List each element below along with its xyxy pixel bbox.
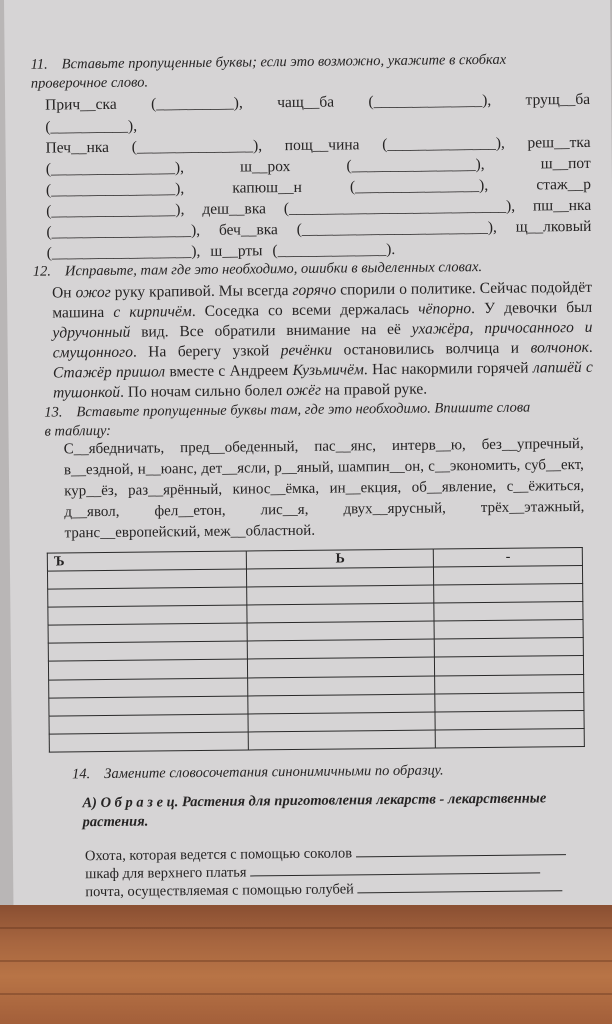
task12-number: 12. <box>32 263 52 280</box>
plain-text: . Соседка со всеми держалась <box>191 300 419 321</box>
table-cell[interactable] <box>47 569 247 589</box>
highlighted-word: горячо <box>292 281 337 299</box>
word: щ__лковый <box>515 217 592 236</box>
table-cell[interactable] <box>435 638 584 658</box>
word: Печ__нка <box>45 138 110 157</box>
task11-row-3 <box>45 134 590 158</box>
blank: (______________), <box>368 91 492 111</box>
table-cell[interactable] <box>436 728 585 748</box>
highlighted-word: лапшёй с тушонкой <box>53 358 593 402</box>
word: ш__рох <box>239 158 291 176</box>
table-cell[interactable] <box>248 712 435 732</box>
task13-word-list: С__ябедничать, пред__обеденный, пас__янс, интерв__ю, без__упречный, в__ездной, н__юанс, дет__ясли, р__яный, шампин__он, с__экономить, суб__ект, кур__ёз, раз__ярённый, кинос__ёмка, ин__екция, об__явление, с__ёжиться, д__явол, фел__етон, лис__я, двух__ярусный, трёх__этажный, транс__европейский, меж__областной. <box>63 435 585 542</box>
task11-title-line2: проверочное слово. <box>30 74 149 92</box>
wooden-desk <box>0 905 612 1024</box>
table-cell[interactable] <box>48 623 248 643</box>
word: капюш__н <box>232 178 302 197</box>
task11-row-5 <box>46 176 591 200</box>
table-cell[interactable] <box>48 605 248 625</box>
table-cell[interactable] <box>48 641 248 661</box>
table-cell[interactable] <box>249 730 436 750</box>
blank: (__________________), <box>46 242 201 262</box>
task14-item-3 <box>85 878 562 901</box>
table-cell[interactable] <box>435 656 584 676</box>
table-cell[interactable] <box>435 710 584 730</box>
blank: (______________). <box>272 240 396 260</box>
table-cell[interactable] <box>247 621 434 641</box>
plain-text: руку крапивой. Мы всегда <box>110 281 293 301</box>
table-cell[interactable] <box>48 659 248 679</box>
task14-item-text: почта, осуществляемая с помощью голубей <box>85 881 354 901</box>
task11-number: 11. <box>30 56 48 73</box>
task11-row-2 <box>45 118 137 137</box>
task11-title-line1: Вставьте пропущенные буквы; если это возможно, укажите в скобках <box>61 51 507 73</box>
highlighted-word: ожог <box>75 283 111 302</box>
table-header-cell: - <box>434 547 583 567</box>
table-cell[interactable] <box>49 696 249 716</box>
table-cell[interactable] <box>434 584 583 604</box>
table-cell[interactable] <box>434 602 583 622</box>
table-cell[interactable] <box>247 585 434 605</box>
plain-text: вместе с Андреем <box>164 361 293 381</box>
answer-line[interactable] <box>250 860 540 876</box>
word: деш__вка <box>202 200 267 218</box>
word: реш__тка <box>527 133 591 152</box>
word: трущ__ба <box>525 90 591 109</box>
highlighted-word: ухажёра, причосанного и смущонного <box>52 318 593 362</box>
blank: (__________), <box>151 94 243 113</box>
task14-number: 14. <box>72 766 91 783</box>
highlighted-word: Кузьмичём <box>292 361 364 379</box>
plain-text: . По ночам сильно болел <box>120 382 287 401</box>
task12-paragraph <box>52 278 593 404</box>
blank: (________________________), <box>296 218 497 238</box>
table-cell[interactable] <box>248 639 435 659</box>
table-cell[interactable] <box>434 566 583 586</box>
blank: (_______________), <box>131 137 263 156</box>
task14-title <box>72 760 612 785</box>
table-cell[interactable] <box>435 674 584 694</box>
table-cell[interactable] <box>434 620 583 640</box>
answer-line[interactable] <box>357 878 562 893</box>
highlighted-word: чёпорно <box>418 300 472 318</box>
word: пощ__чина <box>284 136 360 155</box>
blank: (________________), <box>349 176 489 196</box>
table-cell[interactable] <box>247 603 434 623</box>
worksheet-page <box>4 0 612 918</box>
highlighted-word: с кирпичём <box>113 303 192 321</box>
highlighted-word: Стажёр пришол <box>52 363 166 382</box>
table-cell[interactable] <box>248 694 435 714</box>
task14-item-text: шкаф для верхнего платья <box>85 864 247 883</box>
word: чащ__ба <box>277 93 335 112</box>
table-cell[interactable] <box>247 567 434 587</box>
word: ш__пот <box>540 154 591 173</box>
blank: (________________), <box>46 201 185 220</box>
blank: (________________), <box>346 155 485 175</box>
table-cell[interactable] <box>48 587 248 607</box>
highlighted-word: волчонок <box>530 338 589 357</box>
table-header-cell: Ь <box>247 549 434 569</box>
table-cell[interactable] <box>49 714 249 734</box>
task11-row-4 <box>46 155 591 179</box>
answer-line[interactable] <box>356 842 566 857</box>
task14-sample: А) О б р а з е ц. Растения для приготовления лекарств - лекарственные растения. <box>82 790 547 831</box>
task14-title-text: Замените словосочетания синонимичными по образцу. <box>104 762 444 782</box>
task11-row-7 <box>46 218 591 242</box>
table-header-cell: Ъ <box>47 551 247 571</box>
blank: (__________), <box>45 117 138 136</box>
task11-row-1 <box>45 91 590 115</box>
plain-text: Он <box>51 284 76 302</box>
plain-text: вид. Все обратили внимание на её <box>130 320 412 341</box>
table-cell[interactable] <box>248 657 435 677</box>
plain-text: остановились волчица и <box>332 339 531 359</box>
word: Прич__ска <box>45 95 117 114</box>
plain-text: на правой руке. <box>320 380 428 399</box>
word: беч__вка <box>218 221 278 239</box>
highlighted-word: речёнки <box>280 341 333 360</box>
table-cell[interactable] <box>248 676 435 696</box>
blank: (__________________), <box>46 221 201 241</box>
plain-text: . <box>588 338 593 356</box>
table-cell[interactable] <box>435 692 584 712</box>
task12-title-text: Исправьте, там где это необходимо, ошибки в выделенных словах. <box>64 259 483 280</box>
task13-title-line2: в таблицу: <box>44 422 112 440</box>
task13-title-line1: Вставьте пропущенные буквы там, где это необходимо. Впишите слова <box>76 399 531 421</box>
blank: (____________________________), <box>283 197 516 218</box>
word: стаж__р <box>536 175 592 194</box>
blank: (______________), <box>382 134 505 154</box>
highlighted-word: ожёг <box>286 381 322 400</box>
word: ш__рты <box>210 242 263 260</box>
task14-item-text: Охота, которая ведется с помощью соколов <box>84 845 353 865</box>
highlighted-word: удручонный <box>52 323 131 342</box>
answer-table <box>47 547 585 753</box>
plain-text: . На берегу узкой <box>132 342 281 361</box>
task13-number: 13. <box>44 404 63 421</box>
blank: (________________), <box>45 159 185 178</box>
plain-text: спорили о политике. Сейчас подойдёт машина <box>52 278 593 322</box>
blank: (________________), <box>45 180 185 199</box>
table-cell[interactable] <box>49 732 249 752</box>
task11-title <box>31 50 601 94</box>
plain-text: . Нас накормили горячей <box>363 359 533 379</box>
word: пш__нка <box>532 196 592 215</box>
table-cell[interactable] <box>49 678 249 698</box>
plain-text: . У девочки был <box>471 298 593 318</box>
task11-row-6 <box>46 197 591 221</box>
